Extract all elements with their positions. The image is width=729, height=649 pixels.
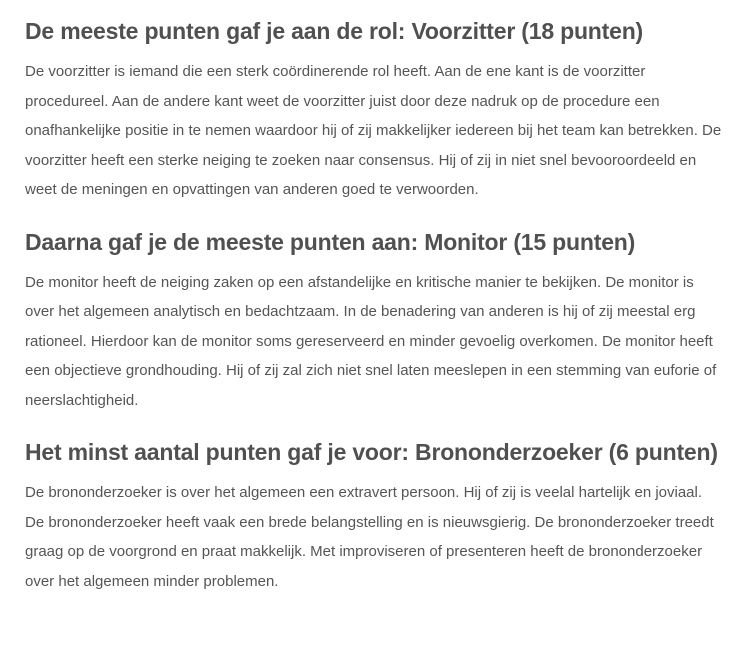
section-heading: De meeste punten gaf je aan de rol: Voorzitter (18 punten): [25, 18, 644, 44]
section-description: De monitor heeft de neiging zaken op een afstandelijke en kritische manier te bekijken. De monitor is over het algemeen analytisch en bedachtzaam. In de benadering van anderen is hij of zij meestal erg rationeel. Hierdoor kan de monitor soms gereserveerd en minder gevoelig overkomen. De monitor heeft een objectieve grondhouding. Hij of zij zal zich niet snel laten meeslepen in een stemming van euforie of neerslachtigheid.: [25, 273, 717, 409]
section-heading: Daarna gaf je de meeste punten aan: Monitor (15 punten): [25, 228, 636, 255]
section-description: De brononderzoeker is over het algemeen een extravert persoon. Hij of zij is veelal hartelijk en joviaal. De brononderzoeker heeft vaak een brede belangstelling en is nieuwsgierig. De brononderzoeker treedt graag op de voorgrond en praat makkelijk. Met improviseren of presenteren heeft de brononderzoeker over het algemeen minder problemen.: [25, 484, 714, 590]
results-content: [25, 15, 725, 596]
section-description: De voorzitter is iemand die een sterk coördinerende rol heeft. Aan de ene kant is de voorzitter procedureel. Aan de andere kant weet de voorzitter juist door deze nadruk op de procedure een onafhankelijke positie in te nemen waardoor hij of zij makkelijker iedereen bij het team kan betrekken. De voorzitter heeft een sterke neiging te zoeken naar consensus. Hij of zij in niet snel bevooroordeeld en weet de meningen en opvattingen van anderen goed te verwoorden.: [25, 63, 722, 198]
result-section-second: [25, 226, 725, 416]
result-section-lowest: [25, 436, 725, 596]
result-section-highest: [25, 15, 725, 205]
section-heading: Het minst aantal punten gaf je voor: Brononderzoeker (6 punten): [25, 439, 718, 465]
